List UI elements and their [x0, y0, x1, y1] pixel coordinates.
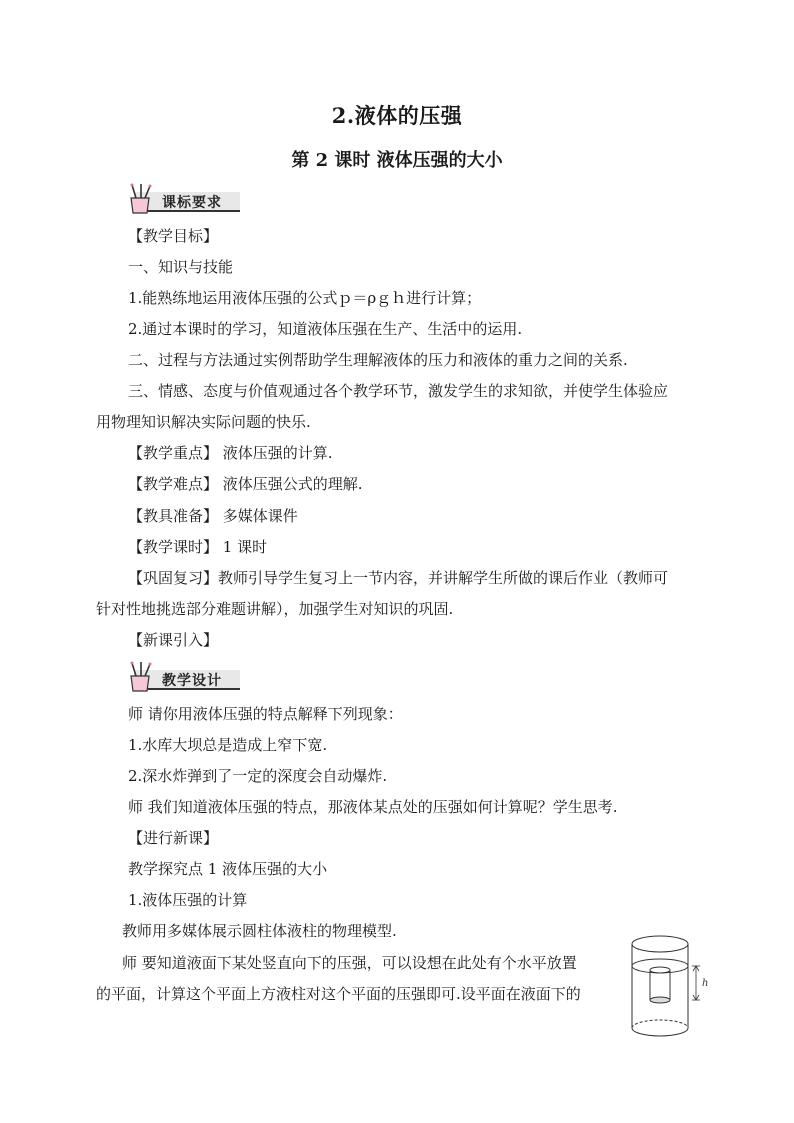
text-line: 用物理知识解决实际问题的快乐.	[96, 413, 311, 431]
section-banner-design	[124, 660, 248, 694]
text-line: 【教具准备】 多媒体课件	[128, 507, 298, 525]
cylinder-figure	[620, 932, 720, 1042]
banner-label: 教学设计	[162, 673, 222, 689]
text-line: 【巩固复习】教师引导学生复习上一节内容，并讲解学生所做的课后作业（教师可	[128, 569, 669, 587]
pencil-cup-icon	[124, 660, 158, 694]
text-line: 教师用多媒体展示圆柱体液柱的物理模型.	[122, 922, 397, 940]
section-banner-curriculum	[124, 182, 248, 216]
text-line: 二、过程与方法通过实例帮助学生理解液体的压力和液体的重力之间的关系.	[128, 351, 628, 369]
text-line: 1.水库大坝总是造成上窄下宽.	[128, 736, 328, 754]
text-line: 【教学课时】 1 课时	[128, 538, 268, 556]
text-line: 教学探究点 1 液体压强的大小	[128, 860, 328, 878]
text-line: 【教学目标】	[128, 227, 219, 245]
text-line: 2.深水炸弹到了一定的深度会自动爆炸.	[128, 767, 388, 785]
text-line: 1.液体压强的计算	[128, 891, 248, 909]
text-line: 师 请你用液体压强的特点解释下列现象：	[128, 705, 403, 723]
text-line: 【教学重点】 液体压强的计算.	[128, 444, 333, 462]
text-line: 一、知识与技能	[128, 258, 234, 276]
text-line: 【进行新课】	[128, 829, 219, 847]
lesson-title: 2.液体的压强	[331, 103, 463, 128]
text-line: 1.能熟练地运用液体压强的公式ｐ＝ρｇｈ进行计算；	[128, 289, 482, 307]
text-line: 针对性地挑选部分难题讲解），加强学生对知识的巩固.	[96, 600, 454, 618]
banner-label: 课标要求	[162, 195, 222, 211]
lesson-subtitle: 第 2 课时 液体压强的大小	[291, 150, 503, 171]
text-line: 【新课引入】	[128, 631, 219, 649]
text-line: 2.通过本课时的学习，知道液体压强在生产、生活中的运用.	[128, 320, 523, 338]
text-line: 师 我们知道液体压强的特点，那液体某点处的压强如何计算呢？学生思考.	[128, 798, 618, 816]
text-line: 师 要知道液面下某处竖直向下的压强，可以设想在此处有个水平放置	[122, 954, 577, 972]
text-line: 三、情感、态度与价值观通过各个教学环节，激发学生的求知欲，并使学生体验应	[128, 382, 669, 400]
text-line: 的平面，计算这个平面上方液柱对这个平面的压强即可.设平面在液面下的	[96, 985, 581, 1003]
height-label: h	[702, 978, 709, 989]
text-line: 【教学难点】 液体压强公式的理解.	[128, 475, 363, 493]
pencil-cup-icon	[124, 182, 158, 216]
